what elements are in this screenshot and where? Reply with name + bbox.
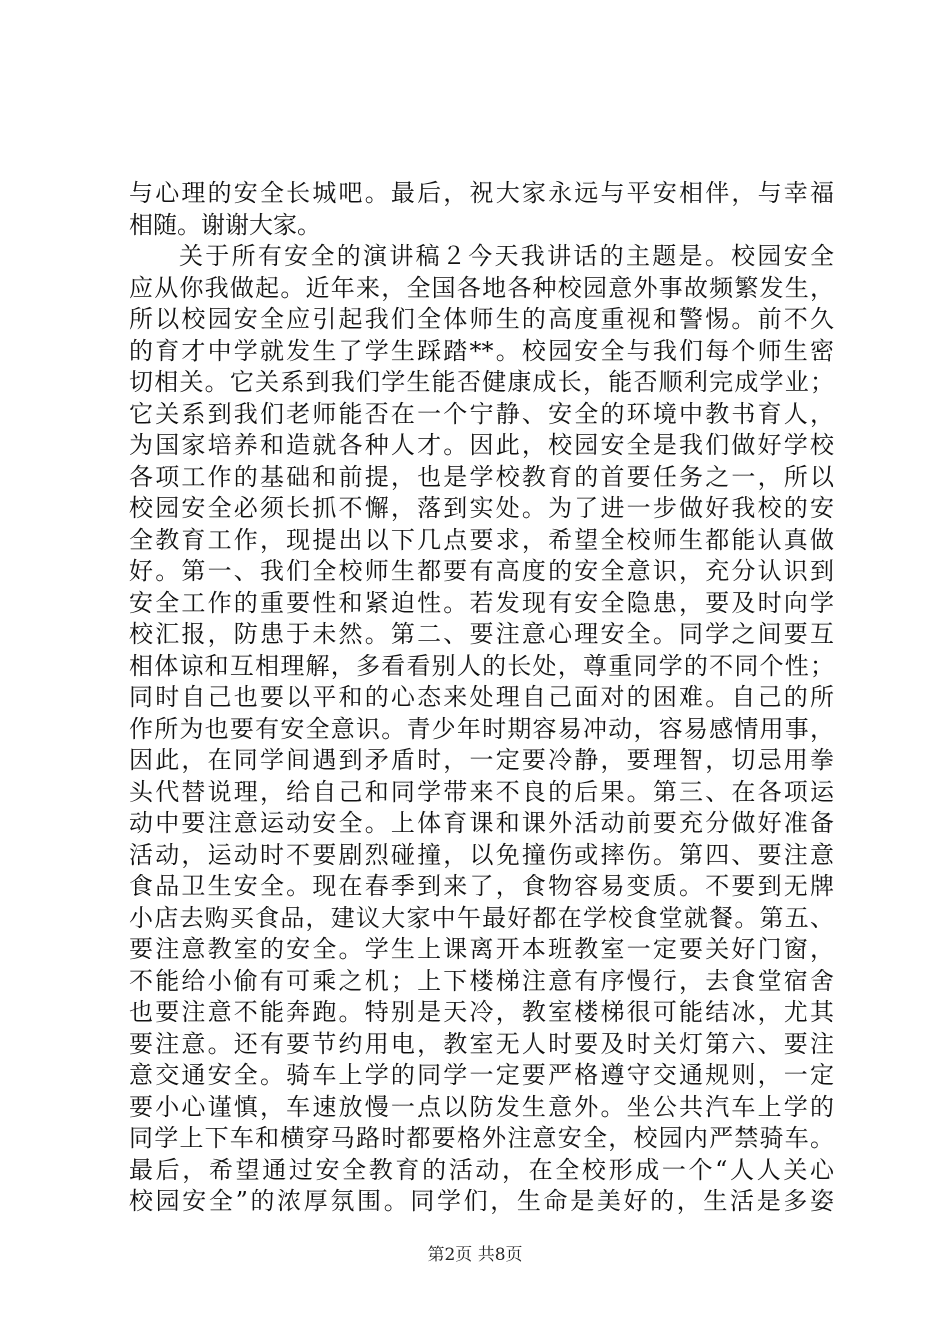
text-line: 校园安全必须长抓不懈，落到实处。为了进一步做好我校的安 [129, 494, 834, 522]
text-line: 好。第一、我们全校师生都要有高度的安全意识，充分认识到 [129, 557, 834, 585]
text-line: 切相关。它关系到我们学生能否健康成长，能否顺利完成学业； [129, 368, 834, 396]
text-line: 要注意。还有要节约用电，教室无人时要及时关灯第六、要注 [129, 1029, 834, 1058]
text-line: 全教育工作，现提出以下几点要求，希望全校师生都能认真做 [129, 525, 834, 554]
text-line: 安全工作的重要性和紧迫性。若发现有安全隐患，要及时向学 [129, 588, 834, 617]
text-line: 动中要注意运动安全。上体育课和课外活动前要充分做好准备 [129, 809, 834, 837]
text-line: 的育才中学就发生了学生踩踏**。校园安全与我们每个师生密 [129, 336, 834, 365]
text-line: 为国家培养和造就各种人才。因此，校园安全是我们做好学校 [129, 431, 834, 459]
text-line: 它关系到我们老师能否在一个宁静、安全的环境中教书育人， [129, 399, 834, 428]
text-line: 最后，希望通过安全教育的活动，在全校形成一个“人人关心 [129, 1155, 834, 1184]
text-line: 因此，在同学间遇到矛盾时，一定要冷静，要理智，切忌用拳 [129, 746, 834, 774]
text-line: 活动，运动时不要剧烈碰撞，以免撞伤或摔伤。第四、要注意 [129, 840, 834, 869]
page-footer: 第2页 共8页 [427, 1245, 523, 1265]
text-line: 应从你我做起。近年来，全国各地各种校园意外事故频繁发生， [129, 273, 834, 302]
text-line: 头代替说理，给自己和同学带来不良的后果。第三、在各项运 [129, 777, 834, 806]
text-line: 要小心谨慎，车速放慢一点以防发生意外。坐公共汽车上学的 [129, 1092, 834, 1121]
text-line: 相随。谢谢大家。 [129, 210, 321, 239]
text-line: 相体谅和互相理解，多看看别人的长处，尊重同学的不同个性； [129, 651, 834, 680]
text-line: 各项工作的基础和前提，也是学校教育的首要任务之一，所以 [129, 462, 834, 491]
text-line: 所以校园安全应引起我们全体师生的高度重视和警惕。前不久 [129, 305, 834, 333]
text-line: 与心理的安全长城吧。最后，祝大家永远与平安相伴，与幸福 [129, 179, 834, 207]
text-line: 不能给小偷有可乘之机；上下楼梯注意有序慢行，去食堂宿舍 [129, 966, 834, 995]
text-line: 作所为也要有安全意识。青少年时期容易冲动，容易感情用事， [129, 714, 834, 743]
text-line: 意交通安全。骑车上学的同学一定要严格遵守交通规则，一定 [129, 1061, 834, 1089]
paragraph-first-line: 关于所有安全的演讲稿２今天我讲话的主题是。校园安全 [179, 242, 834, 270]
text-line: 也要注意不能奔跑。特别是天冷，教室楼梯很可能结冰，尤其 [129, 998, 834, 1026]
body-text [129, 178, 834, 1218]
text-line: 同时自己也要以平和的心态来处理自己面对的困难。自己的所 [129, 683, 834, 711]
text-line: 小店去购买食品，建议大家中午最好都在学校食堂就餐。第五、 [129, 903, 834, 932]
text-line: 要注意教室的安全。学生上课离开本班教室一定要关好门窗， [129, 935, 834, 963]
text-line: 同学上下车和横穿马路时都要格外注意安全，校园内严禁骑车。 [129, 1124, 834, 1152]
text-line: 食品卫生安全。现在春季到来了，食物容易变质。不要到无牌 [129, 872, 834, 900]
text-line: 校园安全”的浓厚氛围。同学们，生命是美好的，生活是多姿 [129, 1187, 834, 1215]
text-line: 校汇报，防患于未然。第二、要注意心理安全。同学之间要互 [129, 620, 834, 648]
